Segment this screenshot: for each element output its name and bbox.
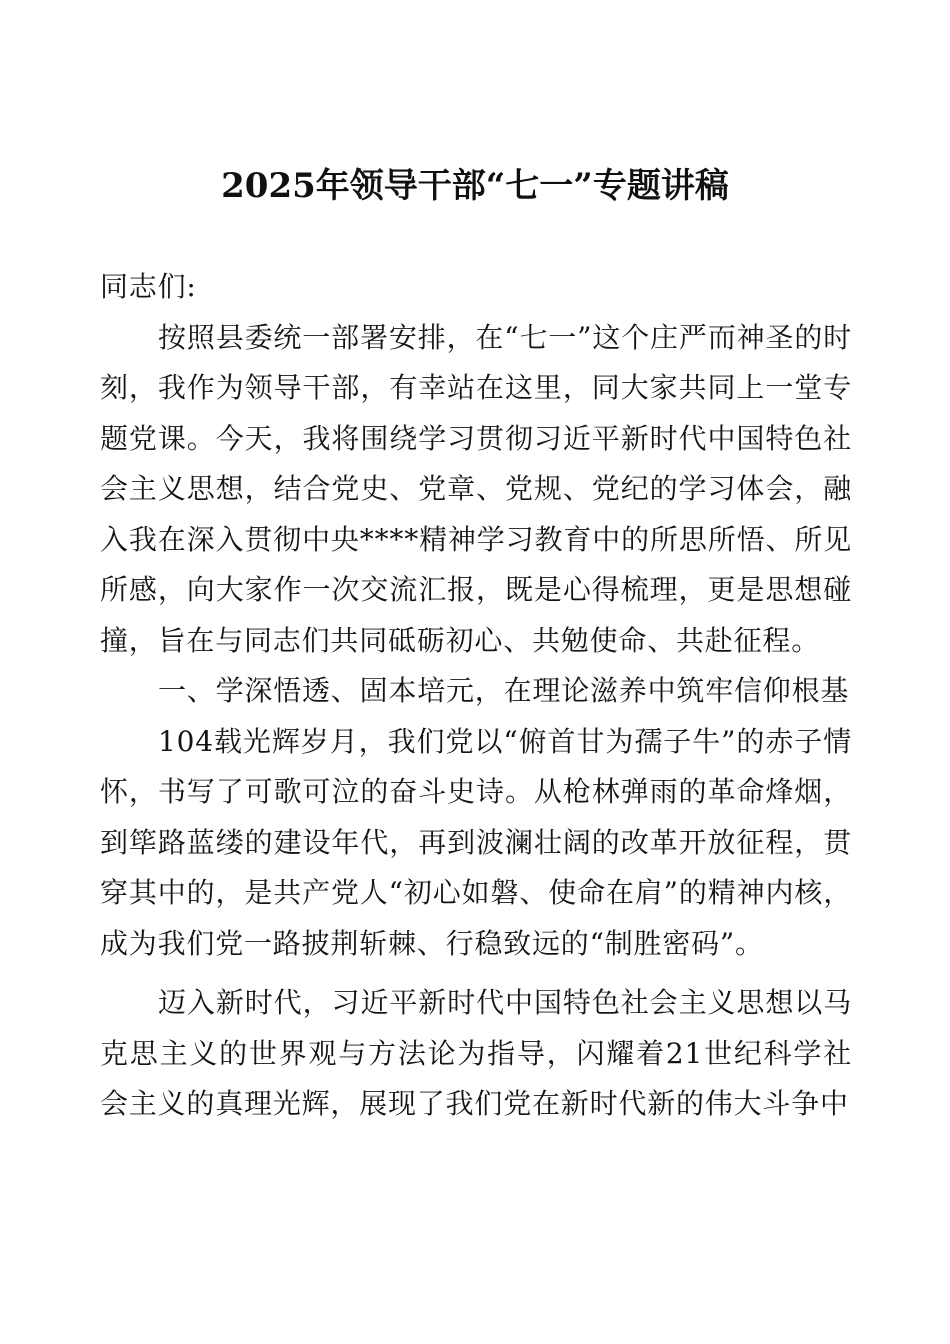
document-title: 2025年领导干部“七一”专题讲稿 [221, 166, 729, 206]
paragraph-new-era: 迈入新时代，习近平新时代中国特色社会主义思想以马克思主义的世界观与方法论为指导，闪耀着21世纪科学社会主义的真理光辉，展现了我们党在新时代新的伟大斗争中 [100, 986, 852, 1120]
document-body [100, 262, 852, 1130]
section-heading-1: 一、学深悟透、固本培元，在理论滋养中筑牢信仰根基 [158, 674, 850, 707]
salutation: 同志们: [100, 270, 197, 303]
paragraph-history: 104载光辉岁月，我们党以“俯首甘为孺子牛”的赤子情怀，书写了可歌可泣的奋斗史诗。从枪林弹雨的革命烽烟，到筚路蓝缕的建设年代，再到波澜壮阔的改革开放征程，贯穿其中的，是共产党人“初心如磐、使命在肩”的精神内核，成为我们党一路披荆斩棘、行稳致远的“制胜密码”。 [100, 724, 852, 960]
paragraph-intro: 按照县委统一部署安排，在“七一”这个庄严而神圣的时刻，我作为领导干部，有幸站在这里，同大家共同上一堂专题党课。今天，我将围绕学习贯彻习近平新时代中国特色社会主义思想，结合党史、党章、党规、党纪的学习体会，融入我在深入贯彻中央****精神学习教育中的所思所悟、所见所感，向大家作一次交流汇报，既是心得梳理，更是思想碰撞，旨在与同志们共同砥砺初心、共勉使命、共赴征程。 [100, 320, 852, 657]
